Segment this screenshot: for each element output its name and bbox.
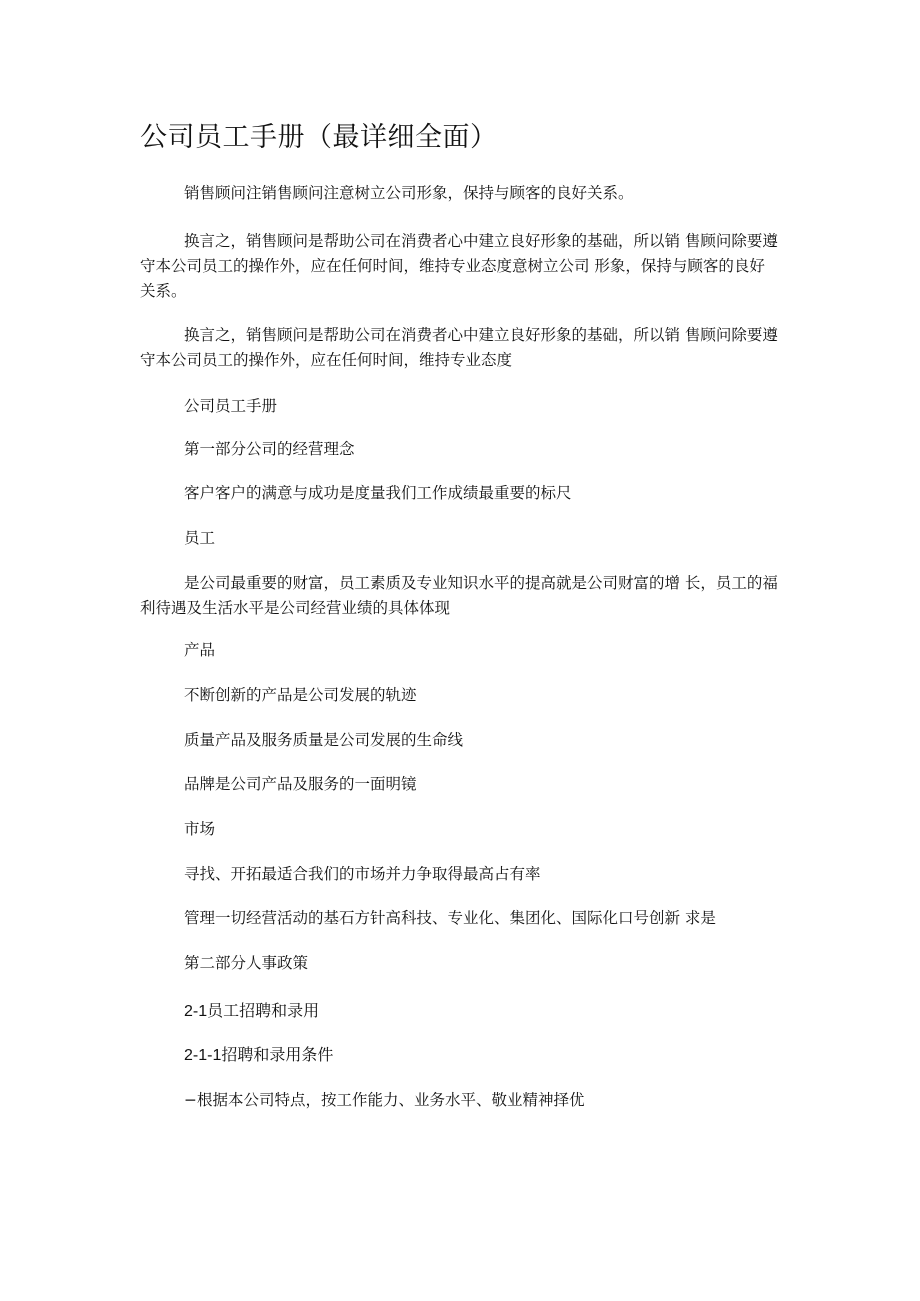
paragraph-2-text: 换言之，销售顾问是帮助公司在消费者心中建立良好形象的基础，所以销 售顾问除要遵守本公司员工的操作外，应在任何时间，维持专业态度意树立公司 形象，保持与顾客的良好关系。 xyxy=(140,232,778,300)
document-title: 公司员工手册（最详细全面） xyxy=(140,122,498,153)
employee-statement-text: 是公司最重要的财富，员工素质及专业知识水平的提高就是公司财富的增 长，员工的福利待遇及生活水平是公司经营业绩的具体体现 xyxy=(140,574,778,617)
management-statement: 管理一切经营活动的基石方针高科技、专业化、集团化、国际化口号创新 求是 xyxy=(184,909,716,927)
paragraph-2 xyxy=(140,229,780,304)
employee-statement xyxy=(140,571,780,621)
brand-statement: 品牌是公司产品及服务的一面明镜 xyxy=(184,775,417,793)
section-2-1: 2-1员工招聘和录用 xyxy=(184,1003,320,1020)
employee-heading: 员工 xyxy=(184,529,216,547)
section-2-1-1: 2-1-1招聘和录用条件 xyxy=(184,1047,334,1064)
market-statement: 寻找、开拓最适合我们的市场并力争取得最高占有率 xyxy=(184,865,541,883)
paragraph-1: 销售顾问注销售顾问注意树立公司形象，保持与顾客的良好关系。 xyxy=(184,184,634,202)
market-heading: 市场 xyxy=(184,820,216,838)
customer-statement: 客户客户的满意与成功是度量我们工作成绩最重要的标尺 xyxy=(184,484,572,502)
section-heading-handbook: 公司员工手册 xyxy=(184,397,278,415)
product-heading: 产品 xyxy=(184,641,216,659)
paragraph-3 xyxy=(140,323,780,373)
recruitment-criteria: −根据本公司特点，按工作能力、业务水平、敬业精神择优 xyxy=(184,1091,585,1109)
paragraph-3-text: 换言之，销售顾问是帮助公司在消费者心中建立良好形象的基础，所以销 售顾问除要遵守本公司员工的操作外，应在任何时间，维持专业态度 xyxy=(140,326,778,369)
quality-statement: 质量产品及服务质量是公司发展的生命线 xyxy=(184,731,464,749)
section-heading-part-2: 第二部分人事政策 xyxy=(184,954,309,972)
section-heading-part-1: 第一部分公司的经营理念 xyxy=(184,440,355,458)
product-innovation: 不断创新的产品是公司发展的轨迹 xyxy=(184,686,417,704)
